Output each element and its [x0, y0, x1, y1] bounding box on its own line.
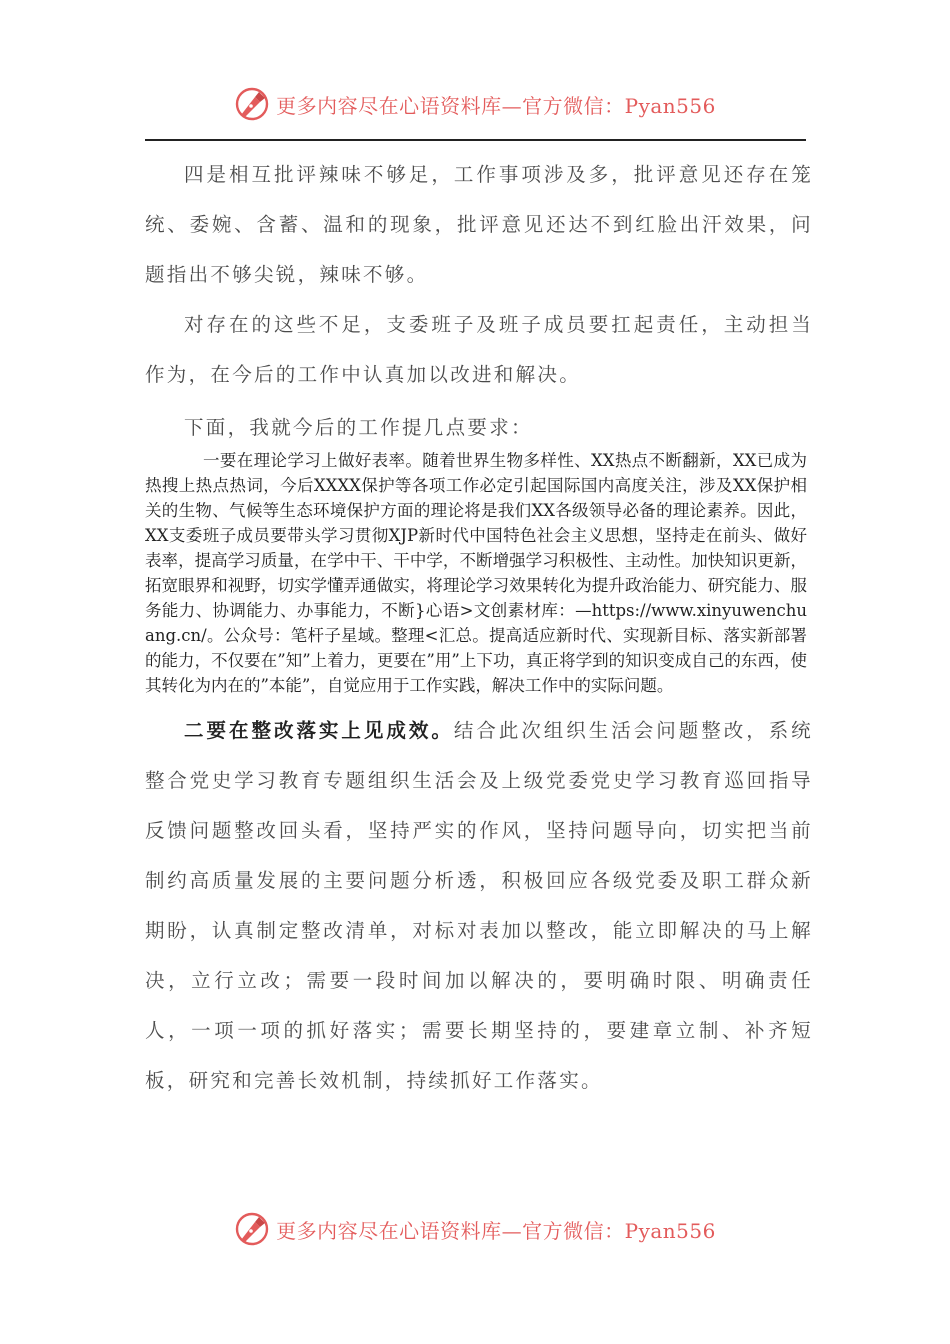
- paragraph-rectification: [145, 706, 813, 1106]
- paragraph-rectification-text: 结合此次组织生活会问题整改，系统整合党史学习教育专题组织生活会及上级党委党史学习教育巡回指导反馈问题整改回头看，坚持严实的作风，坚持问题导向，切实把当前制约高质量发展的主要问题分析透，积极回应各级党委及职工群众新期盼，认真制定整改清单，对标对表加以整改，能立即解决的马上解决，立行立改；需要一段时间加以解决的，要明确时限、明确责任人，一项一项的抓好落实；需要长期坚持的，要建章立制、补齐短板，研究和完善长效机制，持续抓好工作落实。: [145, 719, 813, 1092]
- paragraph-requirements-intro: 下面，我就今后的工作提几点要求：: [184, 416, 533, 439]
- header-banner: [0, 84, 950, 124]
- paragraph-shortcomings: 对存在的这些不足，支委班子及班子成员要扛起责任，主动担当作为，在今后的工作中认真加以改进和解决。: [145, 313, 813, 386]
- paragraph-theory-study: 一要在理论学习上做好表率。随着世界生物多样性、XX热点不断翻新，XX已成为热搜上热点热词，今后XXXX保护等各项工作必定引起国际国内高度关注，涉及XX保护相关的生物、气候等生态环境保护方面的理论将是我们XX各级领导必备的理论素养。因此，XX支委班子成员要带头学习贯彻XJP新时代中国特色社会主义思想，坚持走在前头、做好表率，提高学习质量，在学中干、干中学，不断增强学习积极性、主动性。加快知识更新，拓宽眼界和视野，切实学懂弄通做实，将理论学习效果转化为提升政治能力、研究能力、服务能力、协调能力、办事能力，不断}心语>文创素材库：—https://www.xinyuwenchuang.cn/。公众号：笔杆子星域。整理<汇总。提高适应新时代、实现新目标、落实新部署的能力，不仅要在”知”上着力，更要在”用”上下功，真正将学到的知识变成自己的东西，使其转化为内在的”本能”，自觉应用于工作实践，解决工作中的实际问题。: [145, 451, 807, 695]
- footer-banner-text: 更多内容尽在心语资料库—官方微信：Pyan556: [276, 1218, 716, 1243]
- pen-nib-circle-icon: [234, 1211, 270, 1247]
- paragraph-rectification-lead: 二要在整改落实上见成效。: [184, 719, 454, 742]
- header-divider: [145, 139, 806, 141]
- header-banner-text: 更多内容尽在心语资料库—官方微信：Pyan556: [276, 93, 716, 118]
- paragraph-criticism: 四是相互批评辣味不够足，工作事项涉及多，批评意见还存在笼统、委婉、含蓄、温和的现象，批评意见还达不到红脸出汗效果，问题指出不够尖锐，辣味不够。: [145, 163, 813, 286]
- document-body: [145, 150, 813, 1106]
- pen-nib-circle-icon: [234, 86, 270, 122]
- footer-banner: [0, 1209, 950, 1249]
